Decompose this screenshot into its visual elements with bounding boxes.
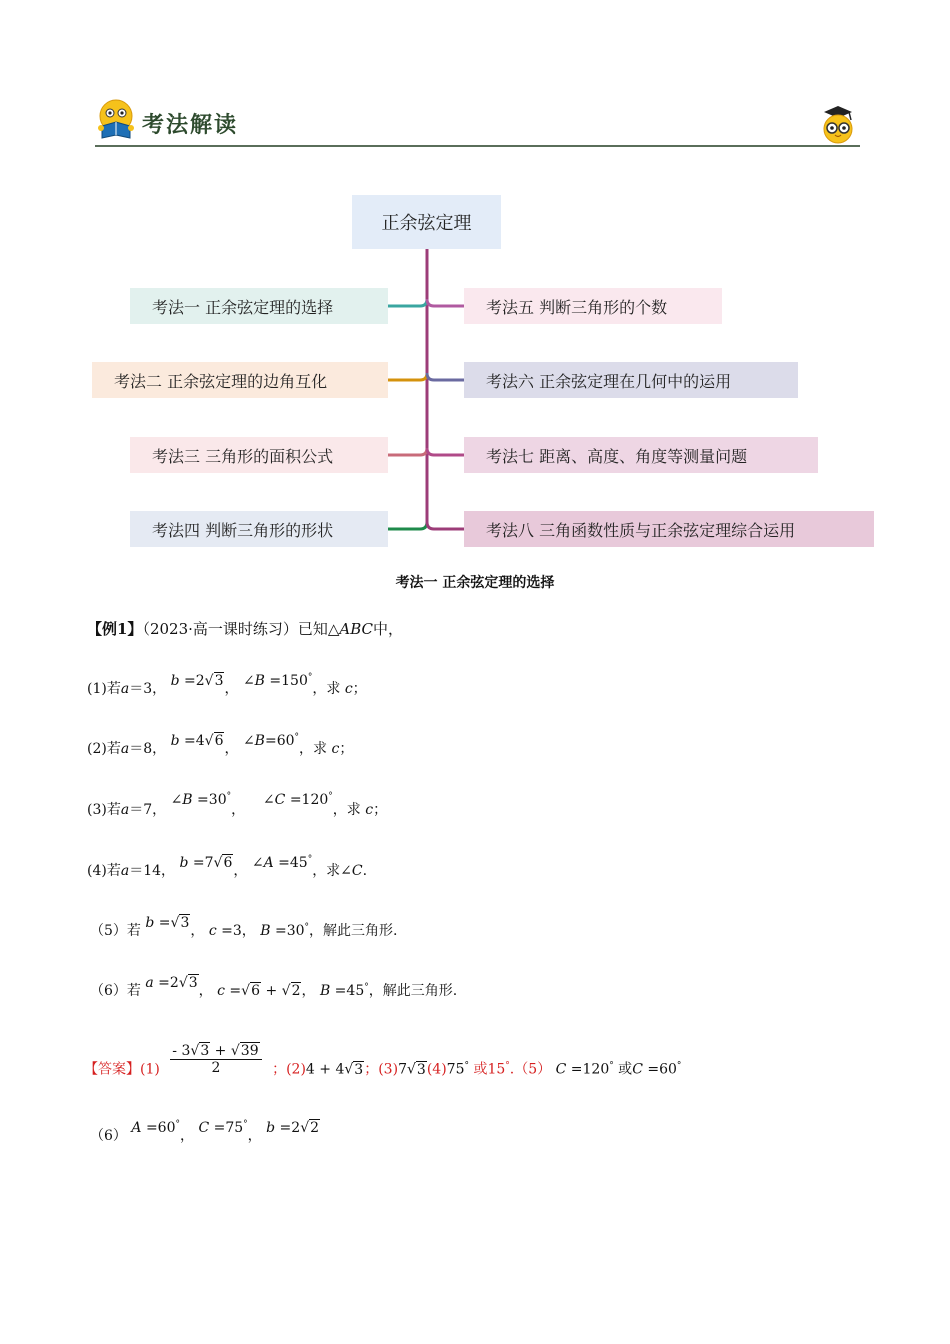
mindmap-node-4: 考法四 判断三角形的形状 (130, 511, 388, 547)
example-tag: 【例1】 (87, 620, 143, 638)
question-5: （5）若 b =√3， c =3， B =30°，解此三角形. (90, 915, 398, 939)
connector-right-5 (427, 299, 464, 306)
connector-left-4 (388, 522, 427, 529)
question-6: （6）若 a =2√3， c =√6 + √2， B =45°，解此三角形. (90, 975, 458, 999)
answer-tag: 【答案】 (84, 1061, 140, 1078)
connector-left-2 (388, 373, 427, 380)
mindmap-connectors (0, 0, 950, 560)
mindmap-node-1: 考法一 正余弦定理的选择 (130, 288, 388, 324)
section-title: 考法一 正余弦定理的选择 (395, 575, 555, 591)
header-title: 考法解读 (142, 113, 239, 138)
mindmap-node-5: 考法五 判断三角形的个数 (464, 288, 722, 324)
question-3: (3)若a＝7， ∠B =30°， ∠C =120°，求 c； (87, 791, 388, 818)
example-tail: 中， (373, 620, 404, 638)
mindmap-node-2: 考法二 正余弦定理的边角互化 (92, 362, 388, 398)
connector-right-7 (427, 448, 464, 455)
mindmap-node-6: 考法六 正余弦定理在几何中的运用 (464, 362, 798, 398)
question-1: (1)若a＝3， b =2√3， ∠B =150°，求 c； (87, 672, 367, 697)
example-source: （2023·高一课时练习）已知△ (142, 620, 340, 638)
mindmap-node-7: 考法七 距离、高度、角度等测量问题 (464, 437, 818, 473)
answer-6: （6） A =60°， C =75°， b =2√2 (90, 1119, 320, 1144)
connector-left-3 (388, 448, 427, 455)
mindmap-node-8: 考法八 三角函数性质与正余弦定理综合运用 (464, 511, 874, 547)
question-2: (2)若a＝8， b =4√6， ∠B=60°，求 c； (87, 732, 354, 757)
mindmap-node-3: 考法三 三角形的面积公式 (130, 437, 388, 473)
connector-right-8 (427, 522, 464, 529)
answer-fraction: $\frac{- 3√3 + √39}{2}$ (170, 1043, 261, 1076)
mindmap-root: 正余弦定理 (352, 195, 501, 249)
connector-left-1 (388, 299, 427, 306)
answer-line: 【答案】(1) $\frac{- 3√3 + √39}{2}$ ；(2)4 + 4√3；(3)7√3(4)75° 或15°.（5） C =120° 或C =60° (84, 1043, 682, 1078)
example-intro (87, 618, 403, 639)
triangle-name: ABC (339, 620, 374, 638)
connector-right-6 (427, 373, 464, 380)
question-4: (4)若a＝14， b =7√6， ∠A =45°，求∠C. (87, 854, 368, 879)
